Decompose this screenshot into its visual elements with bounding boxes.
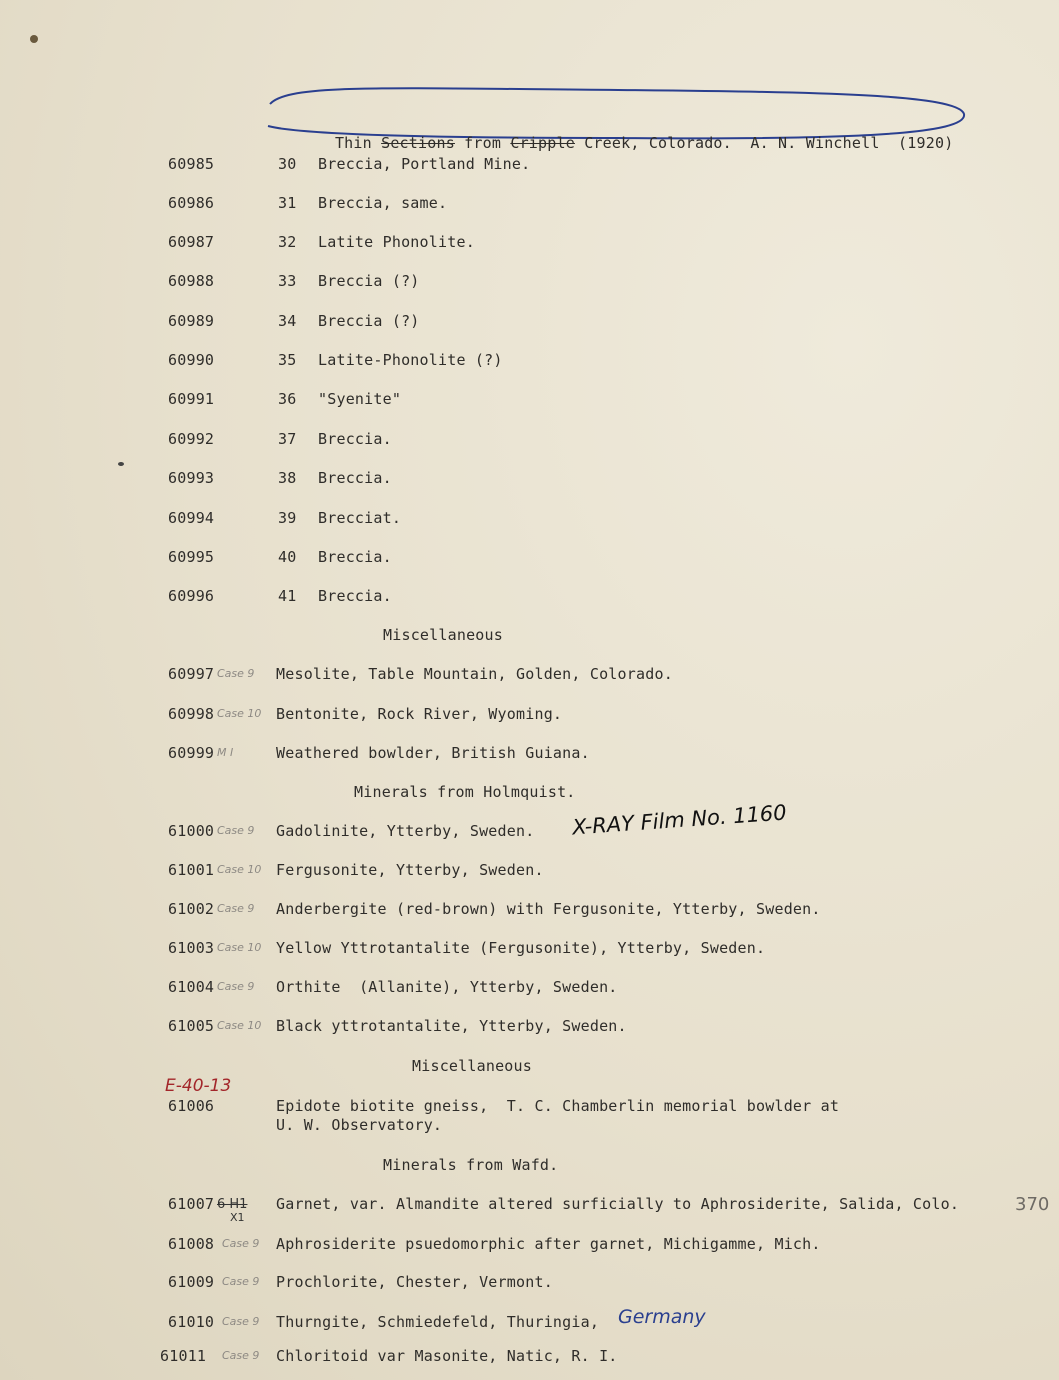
catalog-number: 60992 (168, 430, 215, 448)
catalog-number: 61011 (160, 1347, 207, 1365)
red-catalog-note: E-40-13 (165, 1076, 232, 1096)
page-title: Thin Sections from Cripple Creek, Colorado. A. N. Winchell (1920) (334, 134, 954, 152)
catalog-number: 60997 (168, 665, 215, 683)
row-description: Breccia. (318, 548, 392, 566)
catalog-number: 60999 (168, 744, 215, 762)
catalog-number: 61005 (168, 1017, 215, 1035)
case-note: Case 10 (217, 863, 262, 876)
section-number: 31 (278, 194, 297, 212)
case-note: Case 9 (217, 902, 255, 915)
case-note: 6 H1 (217, 1197, 248, 1212)
catalog-number: 61000 (168, 822, 215, 840)
catalog-number: 60990 (168, 351, 215, 369)
section-number: 32 (278, 233, 297, 251)
row-description: Latite-Phonolite (?) (318, 351, 503, 369)
section-number: 34 (278, 312, 297, 330)
section-number: 36 (278, 390, 297, 408)
section-number: 40 (278, 548, 297, 566)
row-description: Breccia, same. (318, 194, 448, 212)
row-description: Breccia. (318, 469, 392, 487)
row-description: Chloritoid var Masonite, Natic, R. I. (276, 1347, 618, 1365)
catalog-number: 60994 (168, 509, 215, 527)
case-note: Case 9 (222, 1237, 260, 1250)
row-description: Bentonite, Rock River, Wyoming. (276, 705, 563, 723)
xray-film-note: X-RAY Film No. 1160 (571, 800, 788, 840)
row-description: Yellow Yttrotantalite (Fergusonite), Ytterby, Sweden. (276, 939, 766, 957)
catalog-number: 60987 (168, 233, 215, 251)
catalog-number: 60989 (168, 312, 215, 330)
catalog-number: 60985 (168, 155, 215, 173)
catalog-number: 61001 (168, 861, 215, 879)
row-description: Breccia (?) (318, 272, 420, 290)
catalog-number: 61003 (168, 939, 215, 957)
row-description: Brecciat. (318, 509, 402, 527)
section-number: 33 (278, 272, 297, 290)
catalog-number: 61009 (168, 1273, 215, 1291)
row-description: Garnet, var. Almandite altered surficially to Aphrosiderite, Salida, Colo. (276, 1195, 960, 1213)
case-note: Case 9 (217, 980, 255, 993)
section-number: 38 (278, 469, 297, 487)
row-description: Breccia. (318, 430, 392, 448)
catalog-number: 60996 (168, 587, 215, 605)
case-note: Case 10 (217, 941, 262, 954)
row-description: Latite Phonolite. (318, 233, 475, 251)
section-heading-miscellaneous-2: Miscellaneous (412, 1057, 532, 1075)
section-heading-miscellaneous: Miscellaneous (383, 626, 503, 644)
row-description: Orthite (Allanite), Ytterby, Sweden. (276, 978, 618, 996)
row-description: Gadolinite, Ytterby, Sweden. (276, 822, 535, 840)
row-description: Breccia. (318, 587, 392, 605)
catalog-number: 61007 (168, 1195, 215, 1213)
row-description: Epidote biotite gneiss, T. C. Chamberlin memorial bowlder at (276, 1097, 840, 1115)
case-note: Case 9 (217, 824, 255, 837)
catalog-number: 61010 (168, 1313, 215, 1331)
case-note: Case 9 (222, 1275, 260, 1288)
catalog-number: 61002 (168, 900, 215, 918)
row-description: Thurngite, Schmiedefeld, Thuringia, (276, 1313, 600, 1331)
row-description: Prochlorite, Chester, Vermont. (276, 1273, 553, 1291)
row-description: Breccia (?) (318, 312, 420, 330)
case-note-sub: X1 (230, 1211, 245, 1224)
case-note: Case 9 (222, 1349, 260, 1362)
catalog-number: 60993 (168, 469, 215, 487)
catalog-number: 60986 (168, 194, 215, 212)
section-number: 35 (278, 351, 297, 369)
row-description: Anderbergite (red-brown) with Fergusonite, Ytterby, Sweden. (276, 900, 821, 918)
section-number: 37 (278, 430, 297, 448)
margin-note-370: 370 (1015, 1194, 1050, 1215)
row-description: "Syenite" (318, 390, 402, 408)
row-description-continued: U. W. Observatory. (276, 1116, 443, 1134)
case-note: Case 10 (217, 1019, 262, 1032)
catalog-number: 61006 (168, 1097, 215, 1115)
catalog-number: 60995 (168, 548, 215, 566)
section-number: 41 (278, 587, 297, 605)
ink-spot (118, 462, 124, 466)
catalog-number: 60991 (168, 390, 215, 408)
case-note: M I (217, 746, 234, 759)
ink-spot (30, 35, 38, 43)
case-note: Case 9 (217, 667, 255, 680)
section-heading-wafd: Minerals from Wafd. (383, 1156, 559, 1174)
row-description: Breccia, Portland Mine. (318, 155, 531, 173)
row-description: Fergusonite, Ytterby, Sweden. (276, 861, 544, 879)
row-description: Mesolite, Table Mountain, Golden, Colorado. (276, 665, 673, 683)
row-description: Aphrosiderite psuedomorphic after garnet, Michigamme, Mich. (276, 1235, 821, 1253)
catalog-number: 60998 (168, 705, 215, 723)
case-note: Case 10 (217, 707, 262, 720)
catalog-number: 60988 (168, 272, 215, 290)
section-number: 39 (278, 509, 297, 527)
section-number: 30 (278, 155, 297, 173)
catalog-number: 61004 (168, 978, 215, 996)
row-description: Black yttrotantalite, Ytterby, Sweden. (276, 1017, 627, 1035)
catalog-number: 61008 (168, 1235, 215, 1253)
row-description: Weathered bowlder, British Guiana. (276, 744, 590, 762)
section-heading-holmquist: Minerals from Holmquist. (354, 783, 576, 801)
germany-note: Germany (618, 1306, 706, 1328)
case-note: Case 9 (222, 1315, 260, 1328)
